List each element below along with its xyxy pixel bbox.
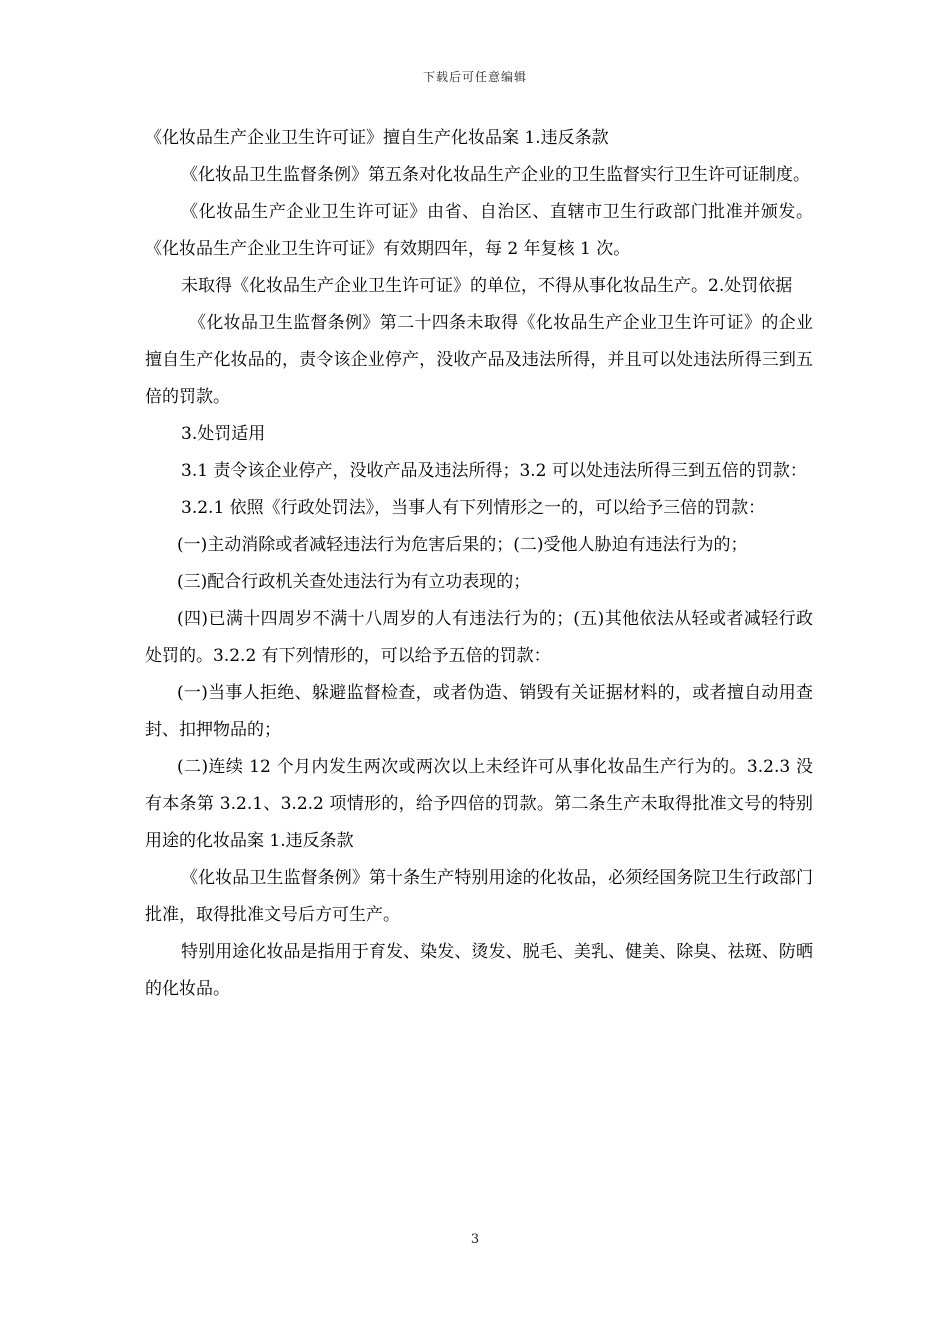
paragraph: (四)已满十四周岁不满十八周岁的人有违法行为的；(五)其他依法从轻或者减轻行政处罚的。3.2.2 有下列情形的，可以给予五倍的罚款： [145,609,813,666]
paragraph: (一)当事人拒绝、躲避监督检查，或者伪造、销毁有关证据材料的，或者擅自动用查封、扣押物品的； [145,683,813,740]
page-header: 下载后可任意编辑 [422,70,527,84]
paragraph: 《化妆品卫生监督条例》第五条对化妆品生产企业的卫生监督实行卫生许可证制度。 [181,165,810,185]
paragraph: 未取得《化妆品生产企业卫生许可证》的单位，不得从事化妆品生产。2.处罚依据 [181,276,793,296]
paragraph: 《化妆品卫生监督条例》第二十四条未取得《化妆品生产企业卫生许可证》的企业擅自生产化妆品的，责令该企业停产，没收产品及违法所得，并且可以处违法所得三到五倍的罚款。 [145,313,813,407]
paragraph: 《化妆品生产企业卫生许可证》由省、自治区、直辖市卫生行政部门批准并颁发。《化妆品生产企业卫生许可证》有效期四年，每 2 年复核 1 次。 [145,202,813,259]
page-number: 3 [470,1232,480,1247]
paragraph: (三)配合行政机关查处违法行为有立功表现的； [177,572,531,592]
document-body [145,120,813,1008]
paragraph-section-heading: 3.处罚适用 [181,424,266,444]
paragraph: 3.1 责令该企业停产，没收产品及违法所得；3.2 可以处违法所得三到五倍的罚款： [181,461,807,481]
paragraph: 3.2.1 依照《行政处罚法》，当事人有下列情形之一的，可以给予三倍的罚款： [181,498,766,518]
paragraph-case-title-1: 《化妆品生产企业卫生许可证》擅自生产化妆品案 1.违反条款 [145,128,609,148]
paragraph: (一)主动消除或者减轻违法行为危害后果的；(二)受他人胁迫有违法行为的； [177,535,748,555]
paragraph: (二)连续 12 个月内发生两次或两次以上未经许可从事化妆品生产行为的。3.2.3 没有本条第 3.2.1、3.2.2 项情形的，给予四倍的罚款。第二条生产未取得批准文号的特别用途的化妆品案 1.违反条款 [145,757,813,851]
paragraph: 《化妆品卫生监督条例》第十条生产特别用途的化妆品，必须经国务院卫生行政部门批准，取得批准文号后方可生产。 [145,868,813,925]
paragraph: 特别用途化妆品是指用于育发、染发、烫发、脱毛、美乳、健美、除臭、祛斑、防晒的化妆品。 [145,942,813,999]
